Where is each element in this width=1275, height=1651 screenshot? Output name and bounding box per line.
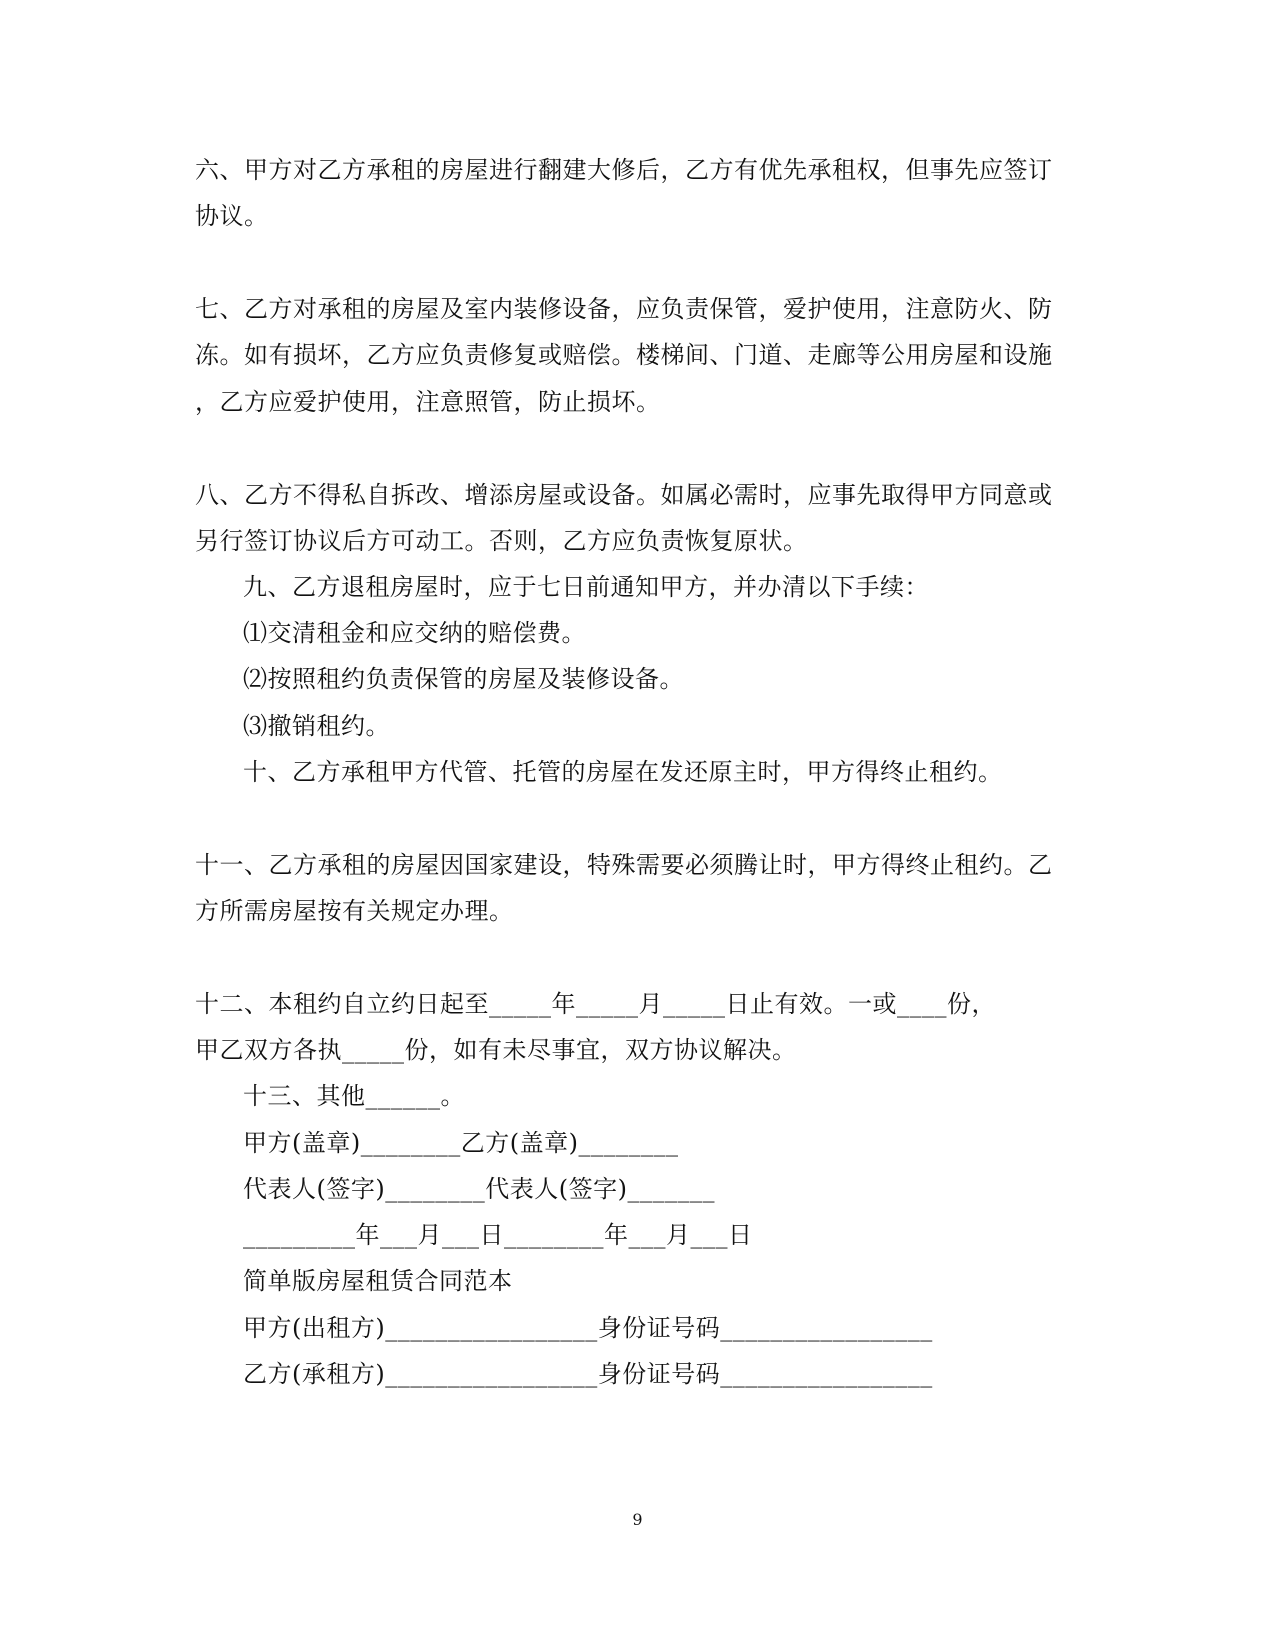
clause-8-line-2: 另行签订协议后方可动工。否则，乙方应负责恢复原状。 xyxy=(195,527,808,555)
signature-line: 代表人(签字)________代表人(签字)_______ xyxy=(243,1175,715,1203)
seal-line: 甲方(盖章)________乙方(盖章)________ xyxy=(243,1129,679,1157)
clause-9-item-3: ⑶撤销租约。 xyxy=(243,712,390,740)
clause-10: 十、乙方承租甲方代管、托管的房屋在发还原主时，甲方得终止租约。 xyxy=(243,758,1003,786)
lessee-line: 乙方(承租方)_________________身份证号码_________________ xyxy=(243,1360,933,1388)
section-title: 简单版房屋租赁合同范本 xyxy=(243,1267,513,1295)
clause-13: 十三、其他______。 xyxy=(243,1082,465,1110)
clause-12-line-1: 十二、本租约自立约日起至_____年_____月_____日止有效。一或____份， xyxy=(195,990,996,1018)
clause-8-line-1: 八、乙方不得私自拆改、增添房屋或设备。如属必需时，应事先取得甲方同意或 xyxy=(195,481,1053,509)
clause-7-line-1: 七、乙方对承租的房屋及室内装修设备，应负责保管，爱护使用，注意防火、防 xyxy=(195,295,1053,323)
clause-6-line-2: 协议。 xyxy=(195,202,269,230)
clause-6-line-1: 六、甲方对乙方承租的房屋进行翻建大修后，乙方有优先承租权，但事先应签订 xyxy=(195,156,1053,184)
clause-9-item-1: ⑴交清租金和应交纳的赔偿费。 xyxy=(243,619,586,647)
page-number: 9 xyxy=(632,1510,643,1529)
lessor-line: 甲方(出租方)_________________身份证号码_________________ xyxy=(243,1314,933,1342)
date-line: _________年___月___日________年___月___日 xyxy=(243,1221,753,1249)
clause-7-line-3: ，乙方应爱护使用，注意照管，防止损坏。 xyxy=(195,388,661,416)
clause-12-line-2: 甲乙双方各执_____份，如有未尽事宜，双方协议解决。 xyxy=(195,1036,797,1064)
clause-7-line-2: 冻。如有损坏，乙方应负责修复或赔偿。楼梯间、门道、走廊等公用房屋和设施 xyxy=(195,341,1053,369)
clause-9: 九、乙方退租房屋时，应于七日前通知甲方，并办清以下手续： xyxy=(243,573,929,601)
clause-9-item-2: ⑵按照租约负责保管的房屋及装修设备。 xyxy=(243,665,684,693)
clause-11-line-1: 十一、乙方承租的房屋因国家建设，特殊需要必须腾让时，甲方得终止租约。乙 xyxy=(195,851,1053,879)
clause-11-line-2: 方所需房屋按有关规定办理。 xyxy=(195,897,514,925)
